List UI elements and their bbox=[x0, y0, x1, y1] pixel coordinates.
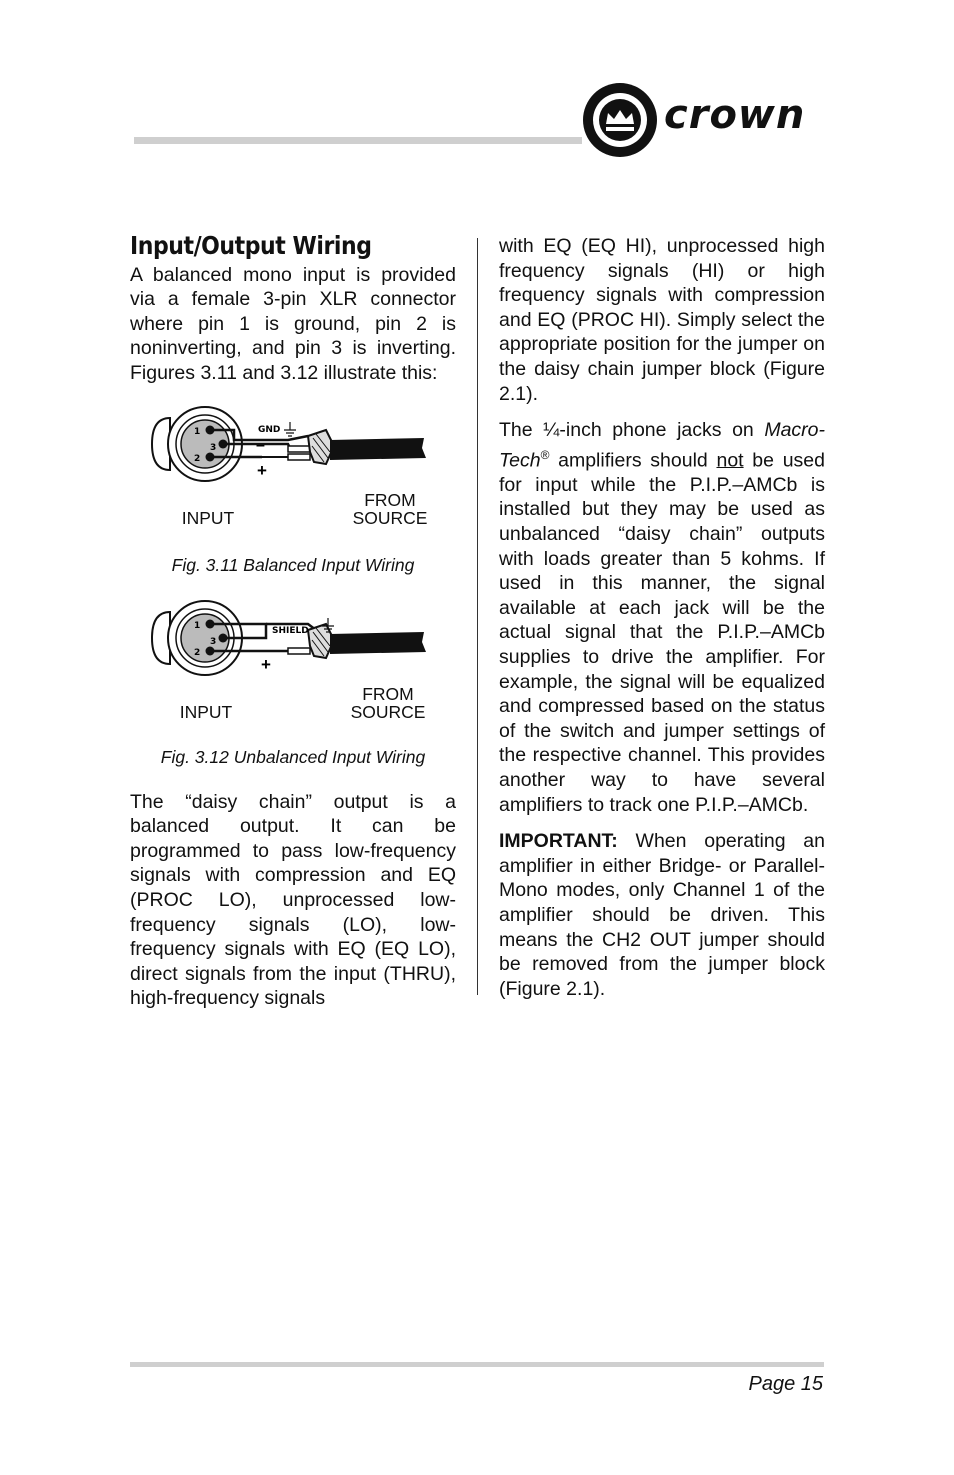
crown-logo-icon bbox=[580, 80, 660, 160]
pin-2-label: 2 bbox=[194, 647, 201, 658]
figure-unbalanced-input bbox=[130, 600, 456, 767]
important-text: When operating an amplifier in either Bridge- or Parallel-Mono modes, only Channel 1 of the amplifier should be driven. This means the CH2 OUT jumper should be removed from the jumper block (Figure 2.1). bbox=[499, 830, 825, 1000]
phone-jacks-text-c: be used for input while the P.I.P.–AMCb is installed but they may be used as unbalanced “daisy chain” outputs with loads greater than 5 kohms. If used in this manner, the signal available at each jack will be the actual signal that the P.I.P.–AMCb supplies to drive the amplifier. For example, the signal will be equalized and compressed based on the status of the switch and jumper settings of the respective channel. This provides another way to have several amplifiers to track one P.I.P.–AMCb. bbox=[499, 449, 825, 816]
pin-2-label: 2 bbox=[194, 453, 201, 464]
pin-1-label: 1 bbox=[194, 426, 201, 437]
figure-caption: Fig. 3.11 Balanced Input Wiring bbox=[171, 554, 415, 575]
phone-jacks-text-b: amplifiers should bbox=[549, 449, 717, 472]
pin-3-label: 3 bbox=[210, 442, 217, 453]
column-divider bbox=[477, 238, 478, 995]
from-label: FROM bbox=[364, 489, 416, 510]
eq-paragraph: with EQ (EQ HI), unprocessed high frequency signals (HI) or high frequency signals with compression and EQ (PROC HI). Simply select the appropriate position for the jumper on the daisy chain jumper block (Figure 2.1). bbox=[499, 235, 825, 405]
section-title: Input/Output Wiring bbox=[130, 231, 372, 260]
header-rule bbox=[134, 137, 582, 144]
plus-sign: + bbox=[261, 654, 271, 674]
emphasis-not: not bbox=[716, 449, 744, 472]
brand-wordmark: crown bbox=[664, 92, 806, 138]
phone-jacks-paragraph bbox=[499, 418, 825, 817]
left-column bbox=[130, 230, 456, 1011]
intro-paragraph: A balanced mono input is provided via a female 3-pin XLR connector where pin 1 is ground, pin 2 is noninverting, and pin 3 is inverting. Figures 3.11 and 3.12 illustrate this: bbox=[130, 263, 456, 384]
source-label: SOURCE bbox=[352, 507, 428, 528]
page-number: Page 15 bbox=[748, 1373, 823, 1395]
important-paragraph bbox=[499, 829, 825, 1001]
daisy-chain-paragraph: The “daisy chain” output is a balanced output. It can be programmed to pass low-frequency signals with compression and EQ (PROC LO), unprocessed low-frequency signals (LO), low-frequency signals with EQ (EQ LO), direct signals from the input (THRU), high-frequency signals bbox=[130, 790, 456, 1010]
shield-label: SHIELD bbox=[272, 625, 309, 636]
footer-rule bbox=[130, 1362, 824, 1367]
phone-jacks-text-a: The ¼-inch phone jacks on bbox=[499, 419, 765, 442]
source-label: SOURCE bbox=[350, 701, 426, 722]
pin-1-label: 1 bbox=[194, 620, 201, 631]
from-label: FROM bbox=[362, 683, 414, 704]
input-label: INPUT bbox=[181, 507, 235, 528]
right-column bbox=[499, 234, 825, 1001]
pin-3-label: 3 bbox=[210, 636, 217, 647]
registered-mark: ® bbox=[540, 447, 550, 462]
macro-tech-name: Macro-Tech bbox=[499, 419, 825, 472]
plus-sign: + bbox=[257, 460, 267, 480]
figure-balanced-input bbox=[130, 406, 456, 575]
gnd-label: GND bbox=[258, 424, 281, 435]
figure-caption: Fig. 3.12 Unbalanced Input Wiring bbox=[160, 746, 426, 767]
important-label: IMPORTANT: bbox=[499, 830, 618, 853]
minus-sign: – bbox=[256, 436, 265, 454]
input-label: INPUT bbox=[179, 701, 233, 722]
